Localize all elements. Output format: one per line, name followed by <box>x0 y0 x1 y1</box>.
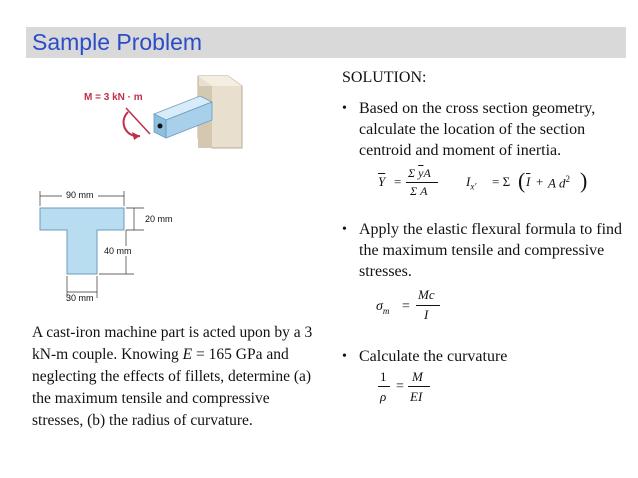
modulus-symbol: E <box>182 346 193 363</box>
problem-statement <box>32 322 317 432</box>
bullet-3 <box>342 346 627 367</box>
moment-label: M = 3 kN · m <box>84 92 143 103</box>
bullet-dot: • <box>342 222 347 237</box>
dim-web-width-label: 30 mm <box>66 293 94 303</box>
dim-top-label: 90 mm <box>66 190 94 200</box>
bullet-dot: • <box>342 101 347 116</box>
centroid-equation: $\overline{Y}$ = Σ $\overline{y}A$ Σ A <box>370 166 460 202</box>
slide-title: Sample Problem <box>32 29 203 55</box>
solution-label: SOLUTION: <box>342 69 427 86</box>
curvature-formula: 1 ρ = M EI <box>378 369 438 409</box>
bullet-2 <box>342 219 627 282</box>
inertia-equation: $I_{x'}$ = Σ ( $\overline{I}$ + A $d^2$ ) <box>466 168 588 193</box>
problem-text-after: = 165 GPa and neglecting the effects of fillets, determine (a) the maximum tensile and compressive stresses, (b) the radius of curvature. <box>32 346 312 429</box>
bullet-dot: • <box>342 349 347 364</box>
problem-text-before: A cast-iron machine part is acted upon by a 3 kN-m couple. Knowing <box>32 324 313 363</box>
bullet-1-text: Based on the cross section geometry, calculate the location of the section centroid and moment of inertia. <box>359 100 596 159</box>
flexural-formula: $\sigma_m$ = Mc I <box>376 287 456 327</box>
dim-web-height-label: 40 mm <box>104 246 132 256</box>
bullet-3-text: Calculate the curvature <box>359 348 508 365</box>
bullet-2-text: Apply the elastic flexural formula to find the maximum tensile and compressive stresses. <box>359 221 623 280</box>
dim-flange-label: 20 mm <box>145 214 173 224</box>
bullet-1 <box>342 98 627 161</box>
beam-figure <box>78 74 244 152</box>
